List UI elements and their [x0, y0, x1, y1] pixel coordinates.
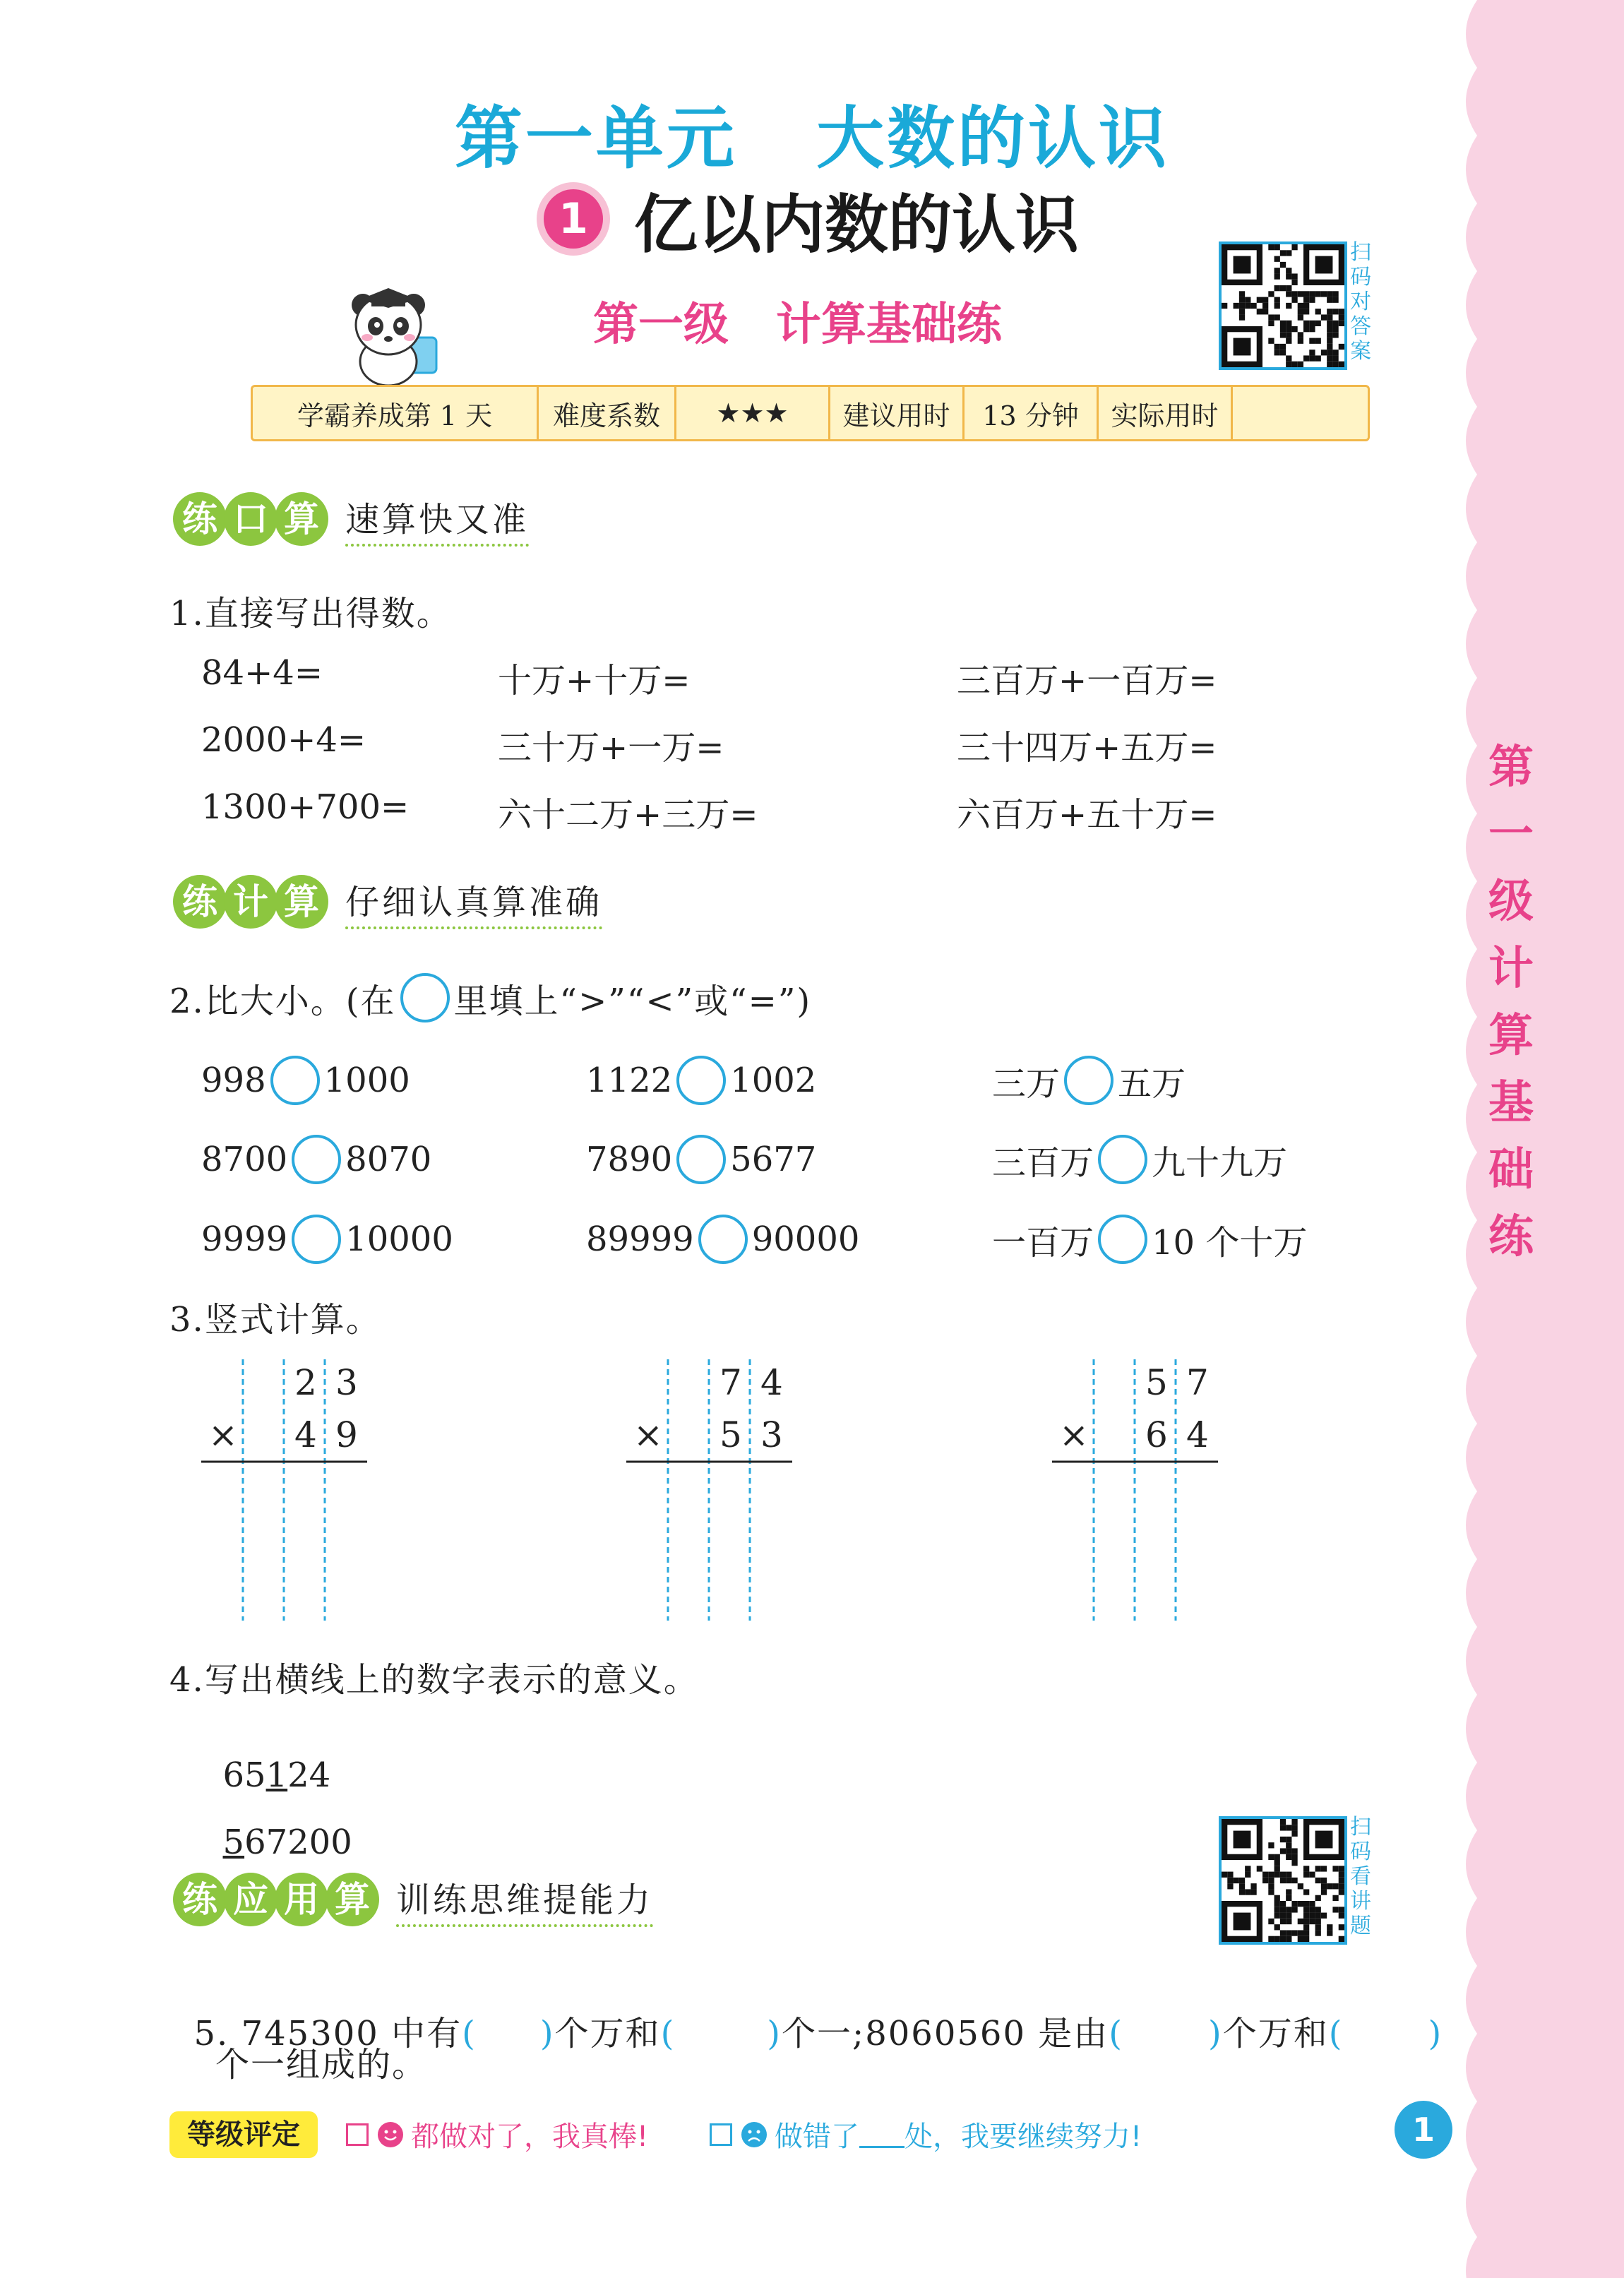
vertical-multiplication[interactable] — [1049, 1359, 1260, 1628]
answer-circle[interactable] — [676, 1135, 726, 1184]
paren-close: ) — [539, 2014, 555, 2053]
info-actual-label: 实际用时 — [1099, 387, 1233, 439]
q1-item: 六百万+五十万= — [957, 795, 1217, 835]
compare-left: 9999 — [201, 1219, 288, 1259]
answer-circle[interactable] — [292, 1215, 341, 1264]
qr-pattern-icon — [1222, 244, 1344, 367]
section-char: 练 — [173, 492, 227, 546]
answer-circle[interactable] — [1098, 1135, 1147, 1184]
paren-close: ) — [1207, 2014, 1223, 2053]
q5-text: 个万和 — [554, 2014, 661, 2053]
paren-open: ( — [1328, 2014, 1344, 2053]
paren-open: ( — [1109, 2014, 1123, 2053]
q1-item: 84+4= — [201, 653, 323, 693]
q4-number — [201, 1783, 352, 1862]
grade-option-some-wrong[interactable] — [710, 2114, 1142, 2154]
side-char: 算 — [1488, 1010, 1534, 1062]
section-subtitle: 速算快又准 — [345, 492, 529, 547]
section-calc-header — [173, 870, 602, 934]
answer-circle[interactable] — [1064, 1056, 1113, 1105]
compare-right: 90000 — [751, 1219, 860, 1259]
paren-open: ( — [660, 2014, 676, 2053]
compare-left: 7890 — [586, 1140, 673, 1179]
q1-item: 2000+4= — [201, 720, 366, 760]
paren-close: ) — [1428, 2014, 1443, 2053]
grade-option-text: 都做对了，我真棒! — [411, 2121, 649, 2153]
compare-item — [992, 1215, 1307, 1264]
q5-text: 个万和 — [1222, 2014, 1329, 2053]
side-level-label — [1483, 734, 1539, 1271]
digit: 2 — [294, 1362, 317, 1403]
underlined-digit: 1 — [265, 1755, 288, 1795]
compare-left: 三百万 — [992, 1143, 1094, 1183]
compare-left: 一百万 — [992, 1222, 1094, 1263]
grade-label: 等级评定 — [169, 2111, 318, 2158]
vertical-multiplication[interactable] — [198, 1359, 410, 1628]
section-subtitle: 仔细认真算准确 — [345, 875, 602, 929]
page-number: 1 — [1395, 2101, 1452, 2159]
side-char: 础 — [1488, 1144, 1534, 1196]
q4-title: 4.写出横线上的数字表示的意义。 — [169, 1660, 699, 1700]
digit: 7 — [1186, 1362, 1209, 1403]
info-difficulty-stars: ★★★ — [676, 387, 830, 439]
sad-face-icon — [741, 2121, 768, 2148]
section-char: 口 — [224, 492, 277, 546]
times-sign: × — [1059, 1414, 1089, 1455]
compare-item — [992, 1135, 1287, 1184]
compare-right: 10000 — [345, 1219, 453, 1259]
checkbox[interactable] — [710, 2123, 732, 2146]
lesson-number-badge — [537, 182, 610, 256]
compare-item — [586, 1056, 816, 1105]
compare-item — [201, 1215, 453, 1264]
qr-code-answers[interactable] — [1219, 241, 1347, 370]
paren-close: ) — [767, 2014, 782, 2053]
compare-left: 1122 — [586, 1061, 673, 1100]
info-difficulty-label: 难度系数 — [539, 387, 676, 439]
digit: 4 — [1186, 1414, 1209, 1455]
lesson-title: 亿以内数的认识 — [634, 188, 1079, 262]
lesson-number: 1 — [544, 189, 603, 249]
info-day: 学霸养成第 1 天 — [253, 387, 539, 439]
compare-right: 8070 — [345, 1140, 432, 1179]
q1-item: 三十万+一万= — [498, 728, 724, 768]
digits-after: 67200 — [244, 1823, 352, 1862]
qr-lecture-caption-text: 扫码看讲题 — [1350, 1815, 1371, 1938]
info-suggested-time: 13 分钟 — [965, 387, 1099, 439]
side-char: 计 — [1488, 943, 1534, 995]
q5-text: 个一;8060560 是由 — [782, 2014, 1109, 2053]
wrong-count-blank[interactable] — [859, 2121, 904, 2148]
compare-right: 1002 — [730, 1061, 817, 1100]
side-char: 基 — [1488, 1077, 1534, 1129]
sample-circle-icon — [400, 973, 450, 1022]
happy-face-icon — [377, 2121, 404, 2148]
q2-title — [169, 973, 811, 1022]
section-subtitle: 训练思维提能力 — [396, 1873, 653, 1927]
section-char: 计 — [224, 875, 277, 929]
times-sign: × — [208, 1414, 238, 1455]
unit-title: 第一单元 大数的认识 — [454, 99, 1170, 178]
q1-item: 十万+十万= — [498, 661, 691, 700]
answer-circle[interactable] — [1098, 1215, 1147, 1264]
vertical-multiplication[interactable] — [623, 1359, 835, 1628]
digit: 4 — [294, 1414, 317, 1455]
compare-item — [586, 1215, 859, 1264]
digit: 3 — [760, 1414, 783, 1455]
answer-circle[interactable] — [698, 1215, 748, 1264]
answer-circle[interactable] — [292, 1135, 341, 1184]
side-char: 练 — [1488, 1211, 1534, 1263]
q1-item: 三十四万+五万= — [957, 728, 1217, 768]
digit: 3 — [335, 1362, 358, 1403]
info-actual-time[interactable] — [1233, 387, 1368, 439]
section-char: 练 — [173, 875, 227, 929]
panda-mascot-icon — [339, 282, 452, 388]
section-char: 算 — [275, 492, 328, 546]
grade-option-text: 做错了 — [775, 2121, 859, 2153]
info-table — [251, 385, 1370, 441]
compare-left: 89999 — [586, 1219, 694, 1259]
digits-after: 24 — [287, 1755, 331, 1795]
q5-text: 5. 745300 中有 — [193, 2014, 462, 2053]
section-char: 用 — [275, 1873, 328, 1926]
qr-answers-caption — [1350, 240, 1378, 364]
digits-before: 65 — [222, 1755, 266, 1795]
grade-option-all-correct[interactable] — [346, 2114, 648, 2154]
digit: 7 — [720, 1362, 742, 1403]
digit: 9 — [335, 1414, 358, 1455]
q5-line2: 个一组成的。 — [215, 2045, 428, 2085]
section-apply-header — [173, 1868, 653, 1931]
grade-option-text: 处，我要继续努力! — [904, 2121, 1142, 2153]
q1-title: 1.直接写出得数。 — [169, 594, 452, 633]
digit: 5 — [1145, 1362, 1168, 1403]
qr-code-lecture[interactable] — [1219, 1816, 1347, 1945]
section-char: 练 — [173, 1873, 227, 1926]
side-char: 第 — [1488, 741, 1534, 794]
q1-item: 1300+700= — [201, 787, 410, 827]
digit: 5 — [720, 1414, 742, 1455]
qr-pattern-icon — [1222, 1819, 1344, 1942]
checkbox[interactable] — [346, 2123, 369, 2146]
level-title: 第一级 计算基础练 — [593, 299, 1002, 351]
compare-item — [201, 1056, 410, 1105]
digit: 4 — [760, 1362, 783, 1403]
underlined-digit: 5 — [222, 1823, 245, 1862]
compare-right: 九十九万 — [1152, 1143, 1288, 1183]
info-suggested-label: 建议用时 — [830, 387, 965, 439]
lesson-heading — [537, 177, 1079, 261]
side-char: 级 — [1488, 876, 1534, 928]
qr-answers-caption-text: 扫码对答案 — [1350, 240, 1371, 364]
compare-item — [201, 1135, 431, 1184]
compare-right: 五万 — [1118, 1063, 1186, 1104]
compare-left: 三万 — [992, 1063, 1061, 1104]
times-sign: × — [633, 1414, 663, 1455]
q1-item: 三百万+一百万= — [957, 661, 1217, 700]
compare-left: 8700 — [201, 1140, 288, 1179]
compare-item — [586, 1135, 816, 1184]
compare-right: 10 个十万 — [1152, 1222, 1308, 1263]
qr-lecture-caption — [1350, 1815, 1378, 1938]
section-oral-header — [173, 487, 529, 551]
q2-title-start: 2.比大小。(在 — [169, 981, 396, 1021]
side-char: 一 — [1488, 809, 1534, 861]
answer-circle[interactable] — [270, 1056, 320, 1105]
compare-left: 998 — [201, 1061, 266, 1100]
q2-title-end: 里填上“>”“<”或“=”) — [453, 981, 812, 1021]
compare-right: 1000 — [323, 1061, 410, 1100]
q3-title: 3.竖式计算。 — [169, 1300, 381, 1340]
section-char: 算 — [275, 875, 328, 929]
section-char: 应 — [224, 1873, 277, 1926]
compare-item — [992, 1056, 1186, 1105]
compare-right: 5677 — [730, 1140, 817, 1179]
section-char: 算 — [326, 1873, 379, 1926]
answer-circle[interactable] — [676, 1056, 726, 1105]
paren-open: ( — [462, 2014, 477, 2053]
q1-item: 六十二万+三万= — [498, 795, 758, 835]
digit: 6 — [1145, 1414, 1168, 1455]
